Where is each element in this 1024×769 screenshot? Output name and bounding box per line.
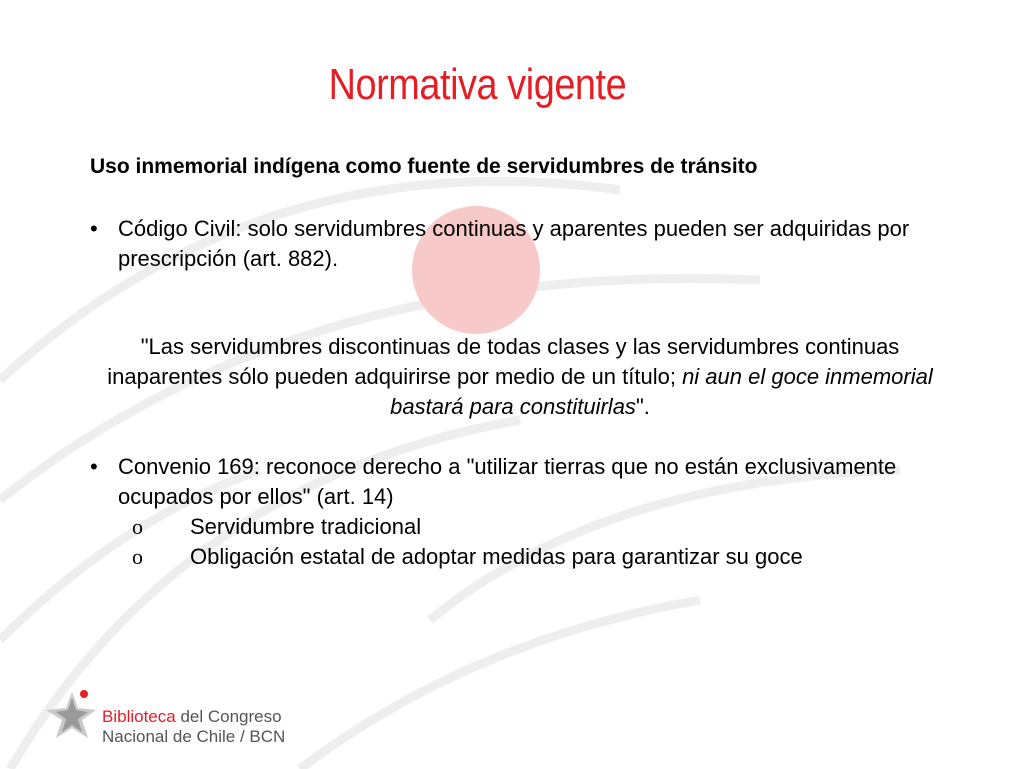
quote-text-italic: ni aun el goce inmemorial bastará para constituirlas bbox=[390, 364, 933, 419]
bullet-convenio-169 bbox=[90, 452, 950, 512]
bullet-text: Código Civil: solo servidumbres continuas y aparentes pueden ser adquiridas por prescripción (art. 882). bbox=[118, 216, 910, 271]
sub-bullet-marker: o bbox=[132, 514, 143, 539]
sub-bullet-marker: o bbox=[132, 544, 143, 569]
bullet-marker: • bbox=[90, 216, 98, 241]
slide-subtitle: Uso inmemorial indígena como fuente de servidumbres de tránsito bbox=[90, 155, 758, 178]
sub-bullet-item bbox=[90, 512, 950, 542]
logo-brand: Biblioteca bbox=[102, 707, 176, 726]
quote-text-end: ". bbox=[635, 394, 650, 419]
sub-bullet-text: Obligación estatal de adoptar medidas para garantizar su goce bbox=[190, 544, 803, 569]
sub-bullet-text: Servidumbre tradicional bbox=[190, 514, 422, 539]
quote-block bbox=[90, 332, 950, 422]
logo-line-1 bbox=[102, 707, 285, 727]
slide-title: Normativa vigente bbox=[328, 60, 627, 109]
logo-text bbox=[102, 707, 285, 747]
quote-text-start: "Las servidumbres discontinuas de todas clases y las servidumbres continuas inaparentes sólo pueden adquirirse por medio de un título; bbox=[107, 334, 900, 389]
bullet-codigo-civil bbox=[90, 214, 950, 274]
sub-bullet-item bbox=[90, 542, 950, 572]
logo-line-2: Nacional de Chile / BCN bbox=[102, 727, 286, 746]
bullet-text: Convenio 169: reconoce derecho a "utilizar tierras que no están exclusivamente ocupados por ellos" (art. 14) bbox=[118, 454, 897, 509]
slide-content bbox=[90, 152, 950, 572]
logo-line-1-rest: del Congreso bbox=[175, 707, 282, 726]
bullet-marker: • bbox=[90, 454, 98, 479]
